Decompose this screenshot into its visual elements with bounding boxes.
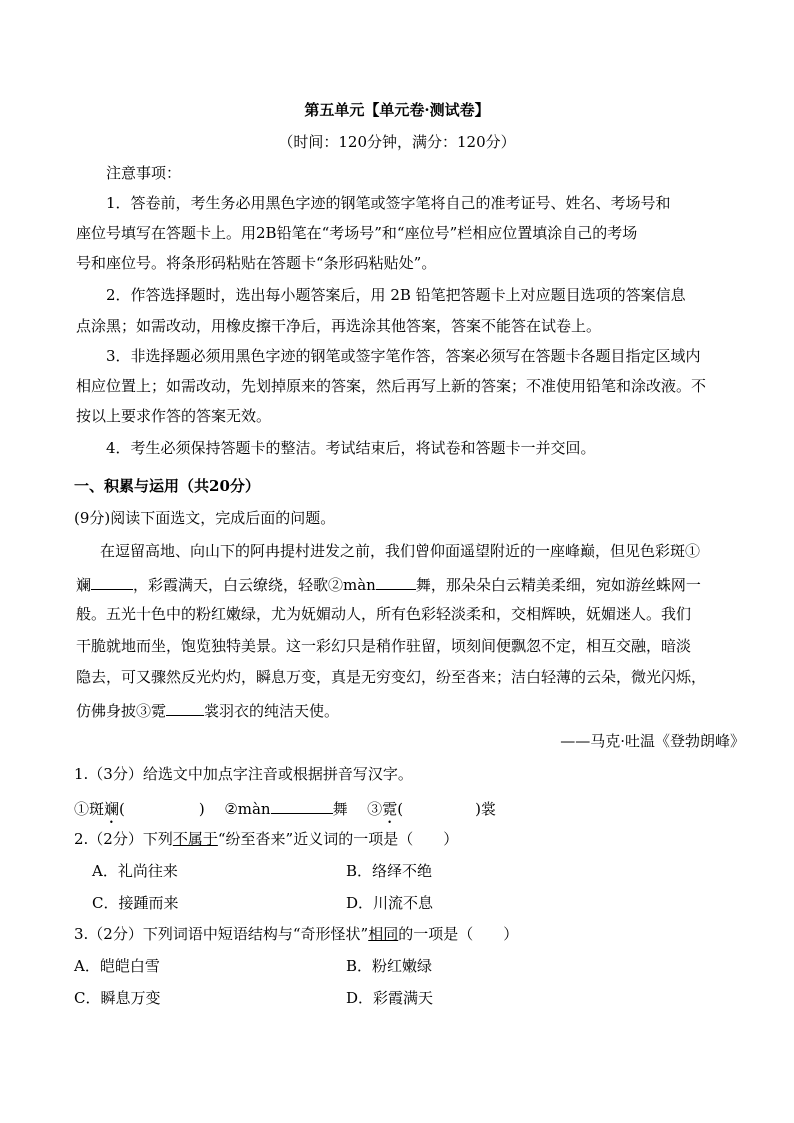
q1-item-1-label: ①斑 [74, 800, 105, 818]
q1-item-1-dotted-char: 斓 [104, 800, 120, 818]
passage-line-4: 干脆就地而坐，饱览独特美景。这一彩幻只是稍作驻留，顷刻间便飘忽不定，相互交融，暗淡 [76, 637, 692, 655]
q3-option-d[interactable]: D．彩霞满天 [346, 989, 434, 1007]
q2-stem-start: 2.（2分）下列 [74, 830, 173, 848]
q3-stem-start: 3.（2分）下列词语中短语结构与“奇形怪状” [74, 925, 369, 943]
q2-option-b[interactable]: B．络绎不绝 [346, 862, 433, 880]
page-subtitle: （时间：120分钟，满分：120分） [278, 133, 516, 151]
q1-item-3-label: ③ [367, 800, 383, 818]
q1-answer-space-2[interactable] [271, 797, 333, 814]
passage-line-6-end: 裳羽衣的纯洁天使。 [204, 702, 340, 720]
q3-option-b[interactable]: B．粉红嫩绿 [346, 957, 433, 975]
passage-line-2-end: 舞，那朵朵白云精美柔细，宛如游丝蛛网一 [415, 576, 701, 594]
q1-item-1-paren-open: ( [119, 800, 125, 818]
passage-line-2-mid: ，彩霞满天，白云缭绕，轻歌②màn [133, 576, 376, 594]
passage-line-5: 隐去，可又骤然反光灼灼，瞬息万变，真是无穷变幻，纷至沓来；洁白轻薄的云朵，微光闪烁， [76, 668, 707, 686]
q1-item-1-paren-close: ) [198, 800, 205, 818]
blank-1[interactable] [91, 573, 133, 590]
q2-option-a[interactable]: A．礼尚往来 [92, 862, 178, 880]
q3-option-c[interactable]: C．瞬息万变 [74, 989, 161, 1007]
notice-item-1-line-2: 座位号填写在答题卡上。用2B铅笔在“考场号”和“座位号”栏相应位置填涂自己的考场 [76, 224, 638, 242]
passage-line-6 [76, 699, 339, 721]
q2-option-c[interactable]: C．接踵而来 [92, 894, 179, 912]
q2-stem-underlined: 不属于 [172, 830, 218, 848]
notice-item-1-line-3: 号和座位号。将条形码粘贴在答题卡“条形码粘贴处”。 [76, 254, 437, 272]
q1-item-3-paren-open: ( [397, 800, 404, 818]
q3-stem-underlined: 相同 [368, 925, 399, 943]
section-1-intro: (9分)阅读下面选文，完成后面的问题。 [74, 509, 336, 527]
passage-line-2 [76, 573, 701, 595]
notice-item-3-line-1: 3．非选择题必须用黑色字迹的钢笔或签字笔作答，答案必须写在答题卡各题目指定区域内 [106, 347, 701, 365]
q1-item-2-label: ②màn [224, 800, 271, 818]
notice-item-4-line-1: 4．考生必须保持答题卡的整洁。考试结束后，将试卷和答题卡一并交回。 [106, 439, 596, 457]
q2-option-d[interactable]: D．川流不息 [346, 894, 434, 912]
q1-item-3-paren-close: )裳 [475, 800, 496, 818]
blank-3[interactable] [166, 699, 204, 716]
q1-item-2-char: 舞 [332, 800, 348, 818]
notice-item-3-line-2: 相应位置上；如需改动，先划掉原来的答案，然后再写上新的答案；不准使用铅笔和涂改液。不 [76, 377, 707, 395]
passage-source: ——马克·吐温《登勃朗峰》 [560, 732, 745, 750]
section-1-heading: 一、积累与运用（共20分） [74, 477, 260, 495]
question-1-stem: 1.（3分）给选文中加点字注音或根据拼音写汉字。 [74, 765, 413, 783]
q3-stem-end: 的一项是（ ） [398, 925, 519, 943]
passage-line-3: 般。五光十色中的粉红嫩绿，尤为妩媚动人，所有色彩轻淡柔和，交相辉映，妩媚迷人。我们 [76, 605, 692, 623]
q3-option-a[interactable]: A．皑皑白雪 [74, 957, 160, 975]
page-title: 第五单元【单元卷·测试卷】 [304, 101, 490, 119]
notice-item-3-line-3: 按以上要求作答的答案无效。 [76, 407, 272, 425]
notice-item-2-line-2: 点涂黑；如需改动，用橡皮擦干净后，再选涂其他答案，答案不能答在试卷上。 [76, 317, 602, 335]
q2-stem-end: “纷至沓来”近义词的一项是（ ） [217, 830, 459, 848]
question-2-stem [74, 829, 458, 849]
passage-line-6-start: 仿佛身披③霓 [76, 702, 167, 720]
passage-line-2-start: 斓 [76, 576, 92, 594]
notice-heading: 注意事项： [106, 164, 182, 182]
notice-item-1-line-1: 1．答卷前，考生务必用黑色字迹的钢笔或签字笔将自己的准考证号、姓名、考场号和 [106, 194, 671, 212]
question-3-stem [74, 924, 518, 944]
q1-item-3-dotted-char: 霓 [382, 800, 398, 818]
passage-line-1: 在逗留高地、向山下的阿冉提村进发之前，我们曾仰面遥望附近的一座峰巅，但见色彩斑① [100, 542, 701, 560]
blank-2[interactable] [376, 573, 416, 590]
notice-item-2-line-1: 2．作答选择题时，选出每小题答案后，用 2B 铅笔把答题卡上对应题目选项的答案信息 [106, 286, 686, 304]
question-1-answers [74, 797, 496, 827]
